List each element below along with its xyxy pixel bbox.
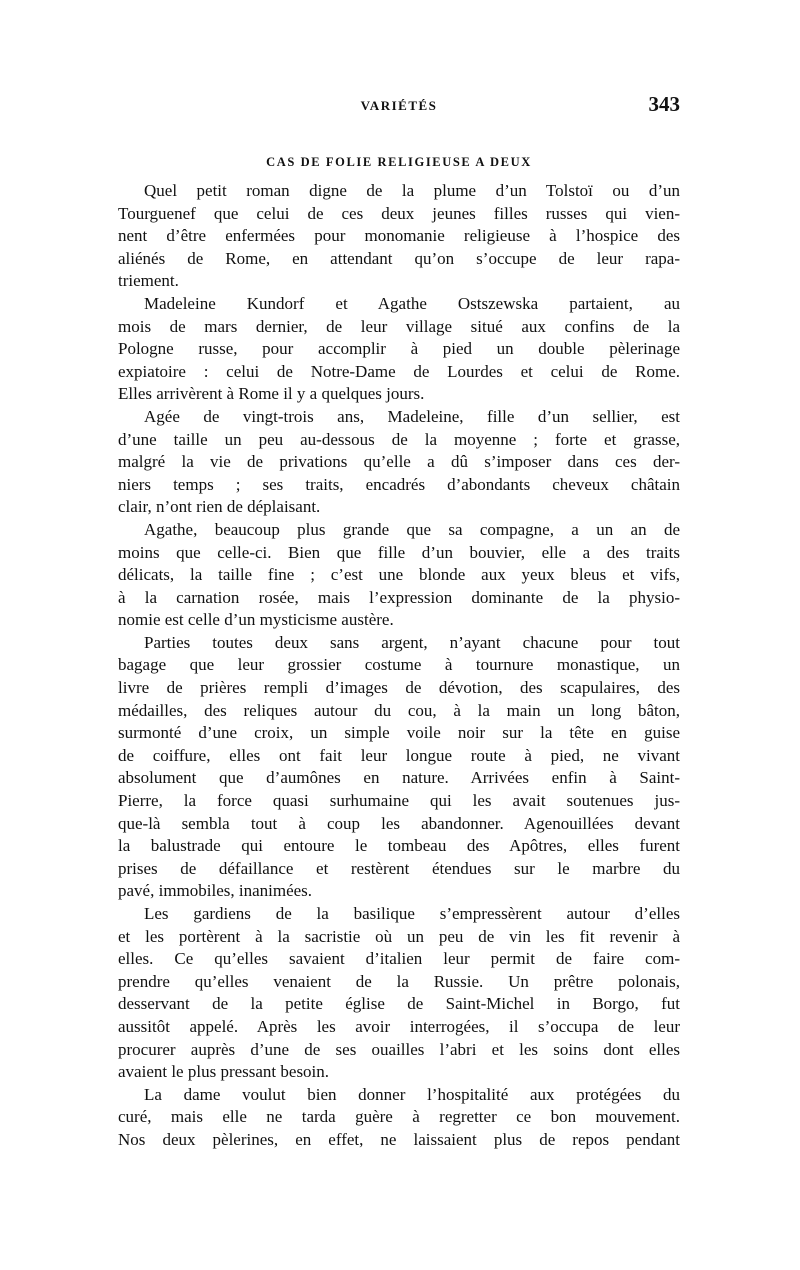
- text-line: Elles arrivèrent à Rome il y a quelques jours.: [118, 384, 425, 404]
- text-line: Tourguenef que celui de ces deux jeunes filles russes qui vien-: [118, 203, 680, 223]
- text-line: surmonté d’une croix, un simple voile noir sur la tête en guise: [118, 723, 680, 743]
- text-line: Nos deux pèlerines, en effet, ne laissaient plus de repos pendant: [118, 1129, 680, 1149]
- text-line: que-là sembla tout à coup les abandonner. Agenouillées devant: [118, 813, 680, 833]
- text-line: La dame voulut bien donner l’hospitalité aux protégées du: [144, 1084, 680, 1104]
- text-line: moins que celle-ci. Bien que fille d’un bouvier, elle a des traits: [118, 542, 680, 562]
- text-line: Parties toutes deux sans argent, n’ayant chacune pour tout: [144, 632, 680, 652]
- text-line: expiatoire : celui de Notre-Dame de Lourdes et celui de Rome.: [118, 361, 680, 381]
- text-line: aliénés de Rome, en attendant qu’on s’occupe de leur rapa-: [118, 248, 680, 268]
- text-line: Pologne russe, pour accomplir à pied un double pèlerinage: [118, 339, 680, 359]
- text-line: avaient le plus pressant besoin.: [118, 1062, 330, 1082]
- text-line: absolument que d’aumônes en nature. Arrivées enfin à Saint-: [118, 768, 680, 788]
- text-line: elles. Ce qu’elles savaient d’italien leur permit de faire com-: [118, 949, 680, 969]
- text-line: bagage que leur grossier costume à tournure monastique, un: [118, 655, 680, 675]
- text-line: curé, mais elle ne tarda guère à regretter ce bon mouvement.: [118, 1107, 680, 1127]
- page-number: 343: [648, 92, 680, 116]
- text-line: d’une taille un peu au-dessous de la moyenne ; forte et grasse,: [118, 429, 680, 449]
- section-title: CAS DE FOLIE RELIGIEUSE A DEUX: [266, 155, 532, 169]
- text-line: délicats, la taille fine ; c’est une blonde aux yeux bleus et vifs,: [118, 565, 680, 585]
- text-line: prendre qu’elles venaient de la Russie. Un prêtre polonais,: [118, 971, 680, 991]
- running-head: [118, 92, 680, 116]
- text-line: desservant de la petite église de Saint-Michel in Borgo, fut: [118, 994, 680, 1014]
- running-title: VARIÉTÉS: [360, 98, 438, 113]
- text-line: Pierre, la force quasi surhumaine qui les avait soutenues jus-: [118, 791, 680, 811]
- text-line: à la carnation rosée, mais l’expression dominante de la physio-: [118, 587, 680, 607]
- text-line: niers temps ; ses traits, encadrés d’abondants cheveux châtain: [118, 474, 680, 494]
- text-line: procurer auprès d’une de ses ouailles l’abri et les soins dont elles: [118, 1039, 680, 1059]
- text-line: livre de prières rempli d’images de dévotion, des scapulaires, des: [118, 678, 680, 698]
- text-line: prises de défaillance et restèrent étendues sur le marbre du: [118, 858, 680, 878]
- text-line: médailles, des reliques autour du cou, à la main un long bâton,: [118, 700, 680, 720]
- text-line: nomie est celle d’un mysticisme austère.: [118, 610, 394, 630]
- text-line: nent d’être enfermées pour monomanie religieuse à l’hospice des: [118, 226, 680, 246]
- text-line: de coiffure, elles ont fait leur longue route à pied, ne vivant: [118, 745, 680, 765]
- text-line: la balustrade qui entoure le tombeau des Apôtres, elles furent: [118, 836, 680, 856]
- text-line: triement.: [118, 271, 179, 291]
- text-line: clair, n’ont rien de déplaisant.: [118, 497, 321, 517]
- text-line: pavé, immobiles, inanimées.: [118, 881, 313, 901]
- text-line: Agée de vingt-trois ans, Madeleine, fille d’un sellier, est: [144, 406, 680, 426]
- text-line: et les portèrent à la sacristie où un peu de vin les fit revenir à: [118, 926, 680, 946]
- text-line: Quel petit roman digne de la plume d’un Tolstoï ou d’un: [144, 181, 680, 200]
- text-line: aussitôt appelé. Après les avoir interrogées, il s’occupa de leur: [118, 1016, 680, 1036]
- text-line: Les gardiens de la basilique s’empressèrent autour d’elles: [144, 904, 680, 923]
- text-line: Madeleine Kundorf et Agathe Ostszewska partaient, au: [144, 293, 680, 313]
- body-text: [118, 180, 680, 1152]
- text-line: Agathe, beaucoup plus grande que sa compagne, a un an de: [144, 519, 680, 539]
- text-line: mois de mars dernier, de leur village situé aux confins de la: [118, 316, 680, 336]
- text-line: malgré la vie de privations qu’elle a dû s’imposer dans ces der-: [118, 452, 680, 472]
